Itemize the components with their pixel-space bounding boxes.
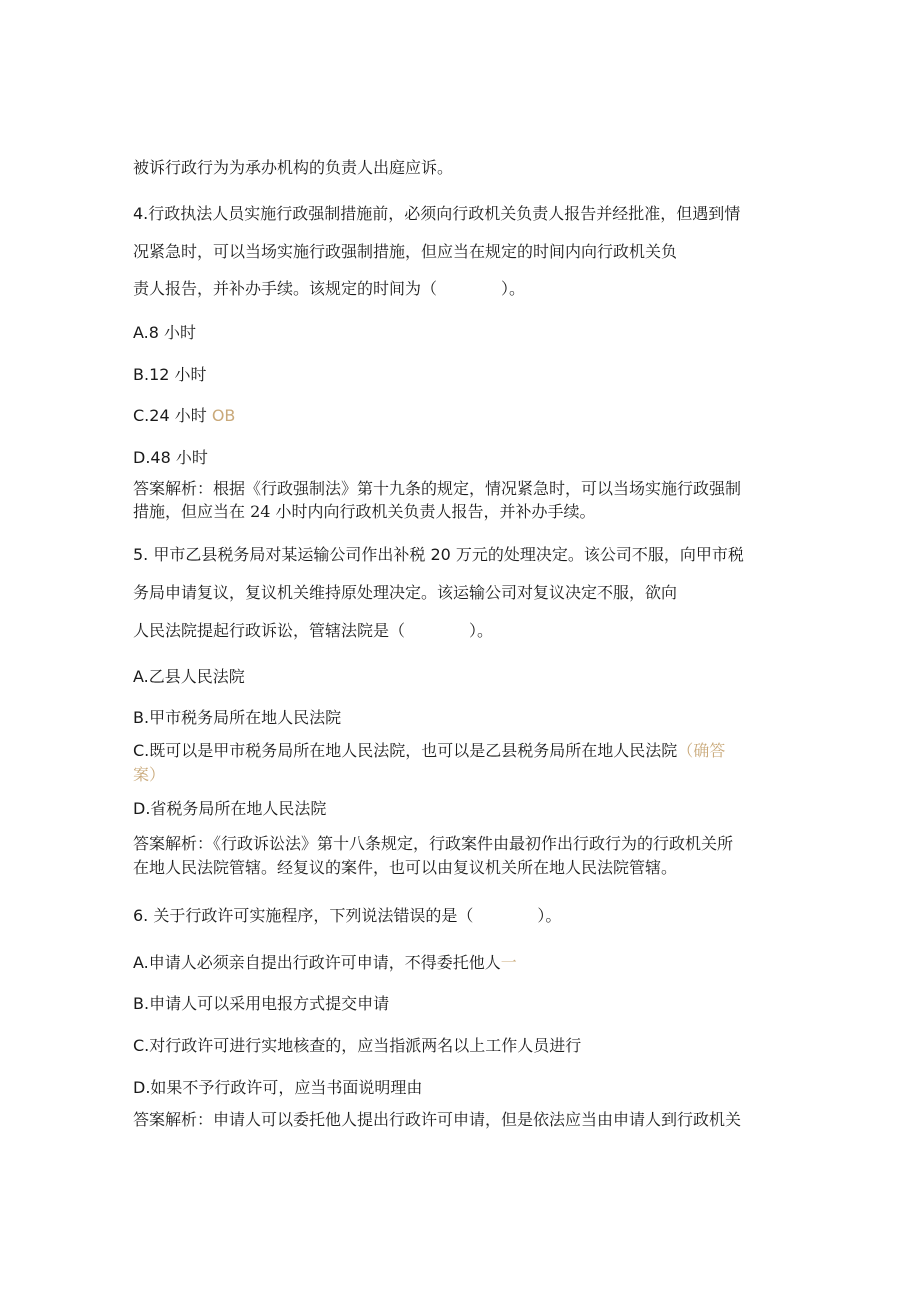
option-d: D.如果不予行政许可，应当书面说明理由 <box>133 1078 423 1097</box>
option-c <box>133 406 235 426</box>
answer-explanation: 答案解析：根据《行政强制法》第十九条的规定，情况紧急时，可以当场实施行政强制 <box>133 479 742 498</box>
handwritten-note: （确答 <box>677 741 726 760</box>
question-4-text: 况紧急时，可以当场实施行政强制措施，但应当在规定的时间内向行政机关负 <box>133 242 678 261</box>
option-a <box>133 953 517 973</box>
option-b: B.12 小时 <box>133 365 207 384</box>
option-a: A.乙县人民法院 <box>133 667 245 686</box>
handwritten-note: 一 <box>500 953 517 972</box>
option-b: B.甲市税务局所在地人民法院 <box>133 708 342 727</box>
question-5-text: 人民法院提起行政诉讼，管辖法院是（ ）。 <box>133 621 494 640</box>
question-4-text: 责人报告，并补办手续。该规定的时间为（ ）。 <box>133 279 526 298</box>
option-b: B.申请人可以采用电报方式提交申请 <box>133 994 390 1013</box>
option-a: A.8 小时 <box>133 323 197 342</box>
text-line: 被诉行政行为为承办机构的负责人出庭应诉。 <box>133 158 454 177</box>
answer-explanation: 措施，但应当在 24 小时内向行政机关负责人报告，并补办手续。 <box>133 502 596 521</box>
question-6-text: 6. 关于行政许可实施程序，下列说法错误的是（ ）。 <box>133 906 562 925</box>
option-d: D.省税务局所在地人民法院 <box>133 799 327 818</box>
answer-explanation: 在地人民法院管辖。经复议的案件，也可以由复议机关所在地人民法院管辖。 <box>133 858 678 877</box>
option-c-label: C.24 小时 <box>133 406 207 425</box>
answer-explanation: 答案解析：《行政诉讼法》第十八条规定，行政案件由最初作出行政行为的行政机关所 <box>133 834 734 853</box>
option-a-label: A.申请人必须亲自提出行政许可申请，不得委托他人 <box>133 953 501 972</box>
option-c: C.对行政许可进行实地核查的，应当指派两名以上工作人员进行 <box>133 1036 582 1055</box>
question-4-text: 4.行政执法人员实施行政强制措施前，必须向行政机关负责人报告并经批准，但遇到情 <box>133 204 741 223</box>
answer-explanation: 答案解析：申请人可以委托他人提出行政许可申请，但是依法应当由申请人到行政机关 <box>133 1110 742 1129</box>
handwritten-note: OB <box>211 406 236 425</box>
option-d: D.48 小时 <box>133 448 208 467</box>
question-5-text: 务局申请复议，复议机关维持原处理决定。该运输公司对复议决定不服，欲向 <box>133 583 678 602</box>
option-c-label: C.既可以是甲市税务局所在地人民法院，也可以是乙县税务局所在地人民法院 <box>133 741 678 760</box>
handwritten-note: 案） <box>133 765 166 784</box>
question-5-text: 5. 甲市乙县税务局对某运输公司作出补税 20 万元的处理决定。该公司不服，向甲市税 <box>133 545 744 564</box>
option-c <box>133 741 725 761</box>
